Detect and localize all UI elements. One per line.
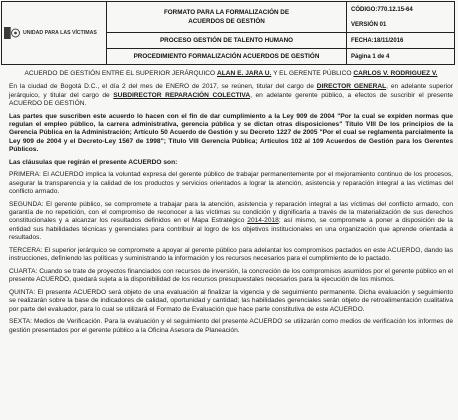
form-title	[164, 8, 289, 26]
clause-quinta: QUINTA: El presente ACUERDO será objeto de una evaluación al finalizar la vigencia y de seguimiento permanente. Dicha evaluación y seguimiento se realizarán sobre la base de indicadores de calidad, oportunidad y cantidad; las habilidades gerenciales serán objeto de retroalimentación cualitativa por parte del evaluador, para lo cual se utilizará el Formato de Evaluación que hace parte constitutiva de este ACUERDO.	[9, 289, 453, 313]
heading-text-b: Y EL GERENTE PÚBLICO	[273, 70, 352, 77]
document-header-table	[1, 1, 455, 65]
agreement-heading	[9, 70, 453, 78]
form-title-line1: FORMATO PARA LA FORMALIZACIÓN DE	[163, 9, 290, 16]
logo-cell	[2, 2, 107, 64]
document-version: VERSIÓN 01	[351, 21, 387, 28]
code-version-cell	[347, 2, 454, 33]
p1-text-c: , en adelante gerente público, a efectos de suscribir el presente ACUERDO DE GESTIÓN.	[9, 91, 453, 107]
superior-name: ALAN E. JARA U.	[217, 70, 272, 77]
clause-primera: PRIMERA: El ACUERDO implica la voluntad expresa del gerente público de trabajar permanentemente por el mejoramiento continuo de los procesos, asegurar la transparencia y la calidad de los productos y servicios orientados a lograr la atención, asistencia y reparación integral a las víctimas del conflicto armado.	[9, 171, 453, 196]
form-title-cell	[107, 2, 347, 33]
paragraph-clauses-intro	[9, 159, 453, 167]
legal-basis-text: Las partes que suscriben este acuerdo lo hacen con el fin de dar cumplimiento a la Ley 909 de 2004 "Por la cual se expiden normas que regulan el empleo público, la carrera administrativa, gerencia pública y se dictan otras disposiciones" Título VIII De los principios de la Gerencia Pública en la Administración; Artículo 50 Acuerdo de Gestión y su Decreto 1227 de 2005 "Por el cual se reglamenta parcialmente la Ley 909 de 2004 y el Decreto-Ley 1567 de 1998"; Título VIII Gerencia Pública; Artículos 102 al 109 Acuerdos de Gestión para los Gerentes Públicos.	[9, 112, 453, 153]
unidad-victimas-logo	[4, 27, 97, 39]
clause-tercera: TERCERA: El superior jerárquico se compromete a apoyar al gerente público para adelantar los compromisos pactados en este ACUERDO, dando las instrucciones, definiendo las políticas y suministrando la información y los recursos necesarios para el cumplimiento de lo pactado.	[9, 246, 453, 263]
page-number: Página 1 de 4	[351, 53, 390, 60]
clause-segunda	[9, 201, 453, 242]
heading-text-a: ACUERDO DE GESTIÓN ENTRE EL SUPERIOR JERÁRQUICO	[24, 70, 216, 77]
manager-name: CARLOS V. RODRIGUEZ V.	[353, 70, 438, 77]
p1-text-a: En la ciudad de Bogotá D.C., el día 2 del mes de ENERO de 2017, se reúnen, titular del cargo de	[9, 83, 314, 91]
superior-role: DIRECTOR GENERAL	[316, 83, 387, 91]
document-code: CÓDIGO:770.12.15-64	[351, 6, 413, 13]
clause-segunda-text-b: ; así mismo, se compromete a poner a disposición de la entidad sus habilidades técnicas y gerenciales para contribuir al logro de los objetivos institucionales en una organización que aprende orientada a resultados.	[9, 217, 453, 242]
paragraph-legal-basis	[9, 113, 453, 154]
document-body	[9, 70, 453, 340]
paragraph-parties	[9, 83, 453, 108]
manager-role: SUBDIRECTOR REPARACIÓN COLECTIVA	[113, 91, 251, 99]
logo-text: UNIDAD PARA LAS VÍCTIMAS	[23, 30, 97, 36]
document-date: FECHA:18/11/2016	[347, 33, 454, 49]
procedure-name: PROCEDIMIENTO FORMALIZACIÓN ACUERDOS DE GESTIÓN	[107, 49, 347, 64]
process-name: PROCESO GESTIÓN DE TALENTO HUMANO	[107, 33, 347, 49]
form-title-line2: ACUERDOS DE GESTIÓN	[188, 18, 265, 25]
clause-sexta: SEXTA: Medios de Verificación. Para la evaluación y el seguimiento del presente ACUERDO se utilizarán como medios de verificación los informes de gestión presentados por el gerente público a la Oficina Asesora de Planeación.	[9, 318, 453, 334]
p1-text-b: , en adelante superior jerárquico, y titular del cargo de	[9, 83, 453, 99]
strategic-map-years: 2014-2018	[247, 217, 279, 225]
clause-cuarta: CUARTA: Cuando se trate de proyectos financiados con recursos de inversión, la concreción de los compromisos asumidos por el gerente público en el presente ACUERDO, quedará sujeta a la disponibilidad de los recursos presupuestales necesarios para la ejecución de los mismos.	[9, 267, 453, 284]
government-seal-icon	[4, 27, 20, 39]
clauses-intro-text: Las cláusulas que regirán el presente ACUERDO son:	[9, 158, 178, 166]
clause-segunda-text-a: SEGUNDA: El gerente público, se compromete a trabajar para la atención, asistencia y reparación integral a las víctimas del conflicto armado, con garantía de no repetición, con el compromiso de reconocer a las víctimas su condición y dignificarla a través de la materialización de sus derechos constitucionales y a alcanzar los resultados definidos en el Mapa Estratégico	[9, 200, 453, 225]
